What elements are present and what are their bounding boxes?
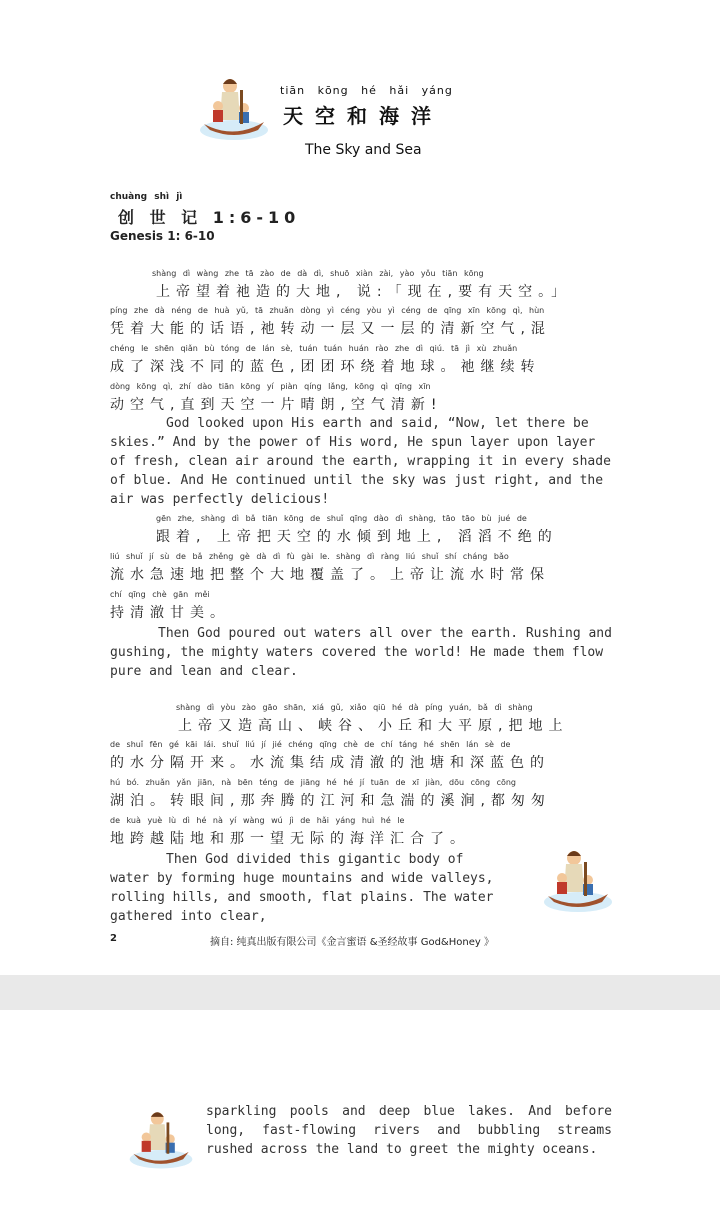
- pinyin-line: hú bó. zhuǎn yǎn jiān, nà bēn téng de jiāng hé hé jí tuān de xī jiàn, dōu cōng cōng: [110, 778, 517, 787]
- reference-pinyin: chuàng shì jì: [110, 192, 183, 202]
- child-on-boat-illustration: [540, 842, 616, 918]
- title-pinyin: tiān kōng hé hǎi yáng: [280, 84, 453, 97]
- pinyin-line: píng zhe dà néng de huà yǔ, tā zhuǎn dòng yì céng yòu yì céng de qīng xīn kōng qì, hùn: [110, 306, 545, 315]
- chinese-line: 凭着大能的话语,祂转动一层又一层的清新空气,混: [110, 321, 551, 337]
- chinese-line: 地跨越陆地和那一望无际的海洋汇合了。: [110, 831, 470, 847]
- pinyin-line: gēn zhe, shàng dì bǎ tiān kōng de shuǐ qīng dào dì shàng, tāo tāo bù jué de: [156, 514, 527, 523]
- english-paragraph: Then God poured out waters all over the earth. Rushing and gushing, the mighty waters covered the world! He made them flow pure and lean and clear.: [110, 626, 612, 679]
- title-chinese: 天空和海洋: [283, 104, 443, 128]
- english-paragraph: sparkling pools and deep blue lakes. And before long, fast-flowing rivers and bubbling streams rushed across the land to greet the mighty oceans.: [206, 1104, 612, 1157]
- pinyin-line: shàng dì wàng zhe tā zào de dà dì, shuō xiàn zài, yào yǒu tiān kōng: [152, 269, 484, 278]
- pinyin-line: de kuà yuè lù dì hé nà yí wàng wú jì de hǎi yáng huì hé le: [110, 816, 405, 825]
- english-paragraph: God looked upon His earth and said, “Now, let there be skies.” And by the power of His word, He spun layer upon layer of fresh, clean air around the earth, wrapping it in every shade of blue. And He continued until the sky was just right, and the air was perfectly delicious!: [110, 416, 611, 507]
- chinese-line: 动空气,直到天空一片晴朗,空气清新!: [110, 397, 443, 413]
- pinyin-line: shàng dì yòu zào gāo shān, xiá gǔ, xiǎo qiū hé dà píng yuán, bǎ dì shàng: [176, 703, 533, 712]
- english-paragraph: Then God divided this gigantic body of water by forming huge mountains and wide valleys, rolling hills, and smooth, flat plains. The water gathered into clear,: [110, 852, 494, 924]
- page-number: 2: [110, 933, 117, 944]
- chinese-line: 湖泊。转眼间,那奔腾的江河和急湍的溪涧,都匆匆: [110, 793, 551, 809]
- chinese-line: 持清澈甘美。: [110, 605, 230, 621]
- pinyin-line: chéng le shēn qiǎn bù tóng de lán sè, tuán tuán huán rào zhe dì qiú. tā jì xù zhuǎn: [110, 344, 518, 353]
- child-on-boat-illustration: [126, 1104, 196, 1174]
- pinyin-line: liú shuǐ jí sù de bǎ zhěng gè dà dì fù gài le. shàng dì ràng liú shuǐ shí cháng bǎo: [110, 552, 509, 561]
- chinese-line: 上帝望着祂造的大地, 说:「现在,要有天空。」: [156, 284, 572, 300]
- reference-chinese: 创 世 记 1:6-10: [118, 208, 301, 227]
- pinyin-line: de shuǐ fēn gé kāi lái. shuǐ liú jí jié chéng qīng chè de chí táng hé shēn lán sè de: [110, 740, 511, 749]
- child-on-boat-illustration: [196, 70, 272, 146]
- title-english: The Sky and Sea: [305, 142, 422, 158]
- book-page-2: [0, 1010, 720, 1214]
- chinese-line: 流水急速地把整个大地覆盖了。上帝让流水时常保: [110, 567, 550, 583]
- reference-english: Genesis 1: 6-10: [110, 229, 215, 243]
- pinyin-line: dòng kōng qì, zhí dào tiān kōng yí piàn qíng lǎng, kōng qì qīng xīn: [110, 382, 431, 391]
- chinese-line: 的水分隔开来。水流集结成清澈的池塘和深蓝色的: [110, 755, 550, 771]
- pinyin-line: chí qīng chè gān měi: [110, 590, 210, 599]
- source-credit: 摘自: 纯真出版有限公司《金言蜜语 &圣经故事 God&Honey 》: [210, 937, 494, 948]
- chinese-line: 上帝又造高山、峡谷、小丘和大平原,把地上: [178, 718, 569, 734]
- chinese-line: 跟着, 上帝把天空的水倾到地上, 滔滔不绝的: [156, 529, 558, 545]
- chinese-line: 成了深浅不同的蓝色,团团环绕着地球。祂继续转: [110, 359, 541, 375]
